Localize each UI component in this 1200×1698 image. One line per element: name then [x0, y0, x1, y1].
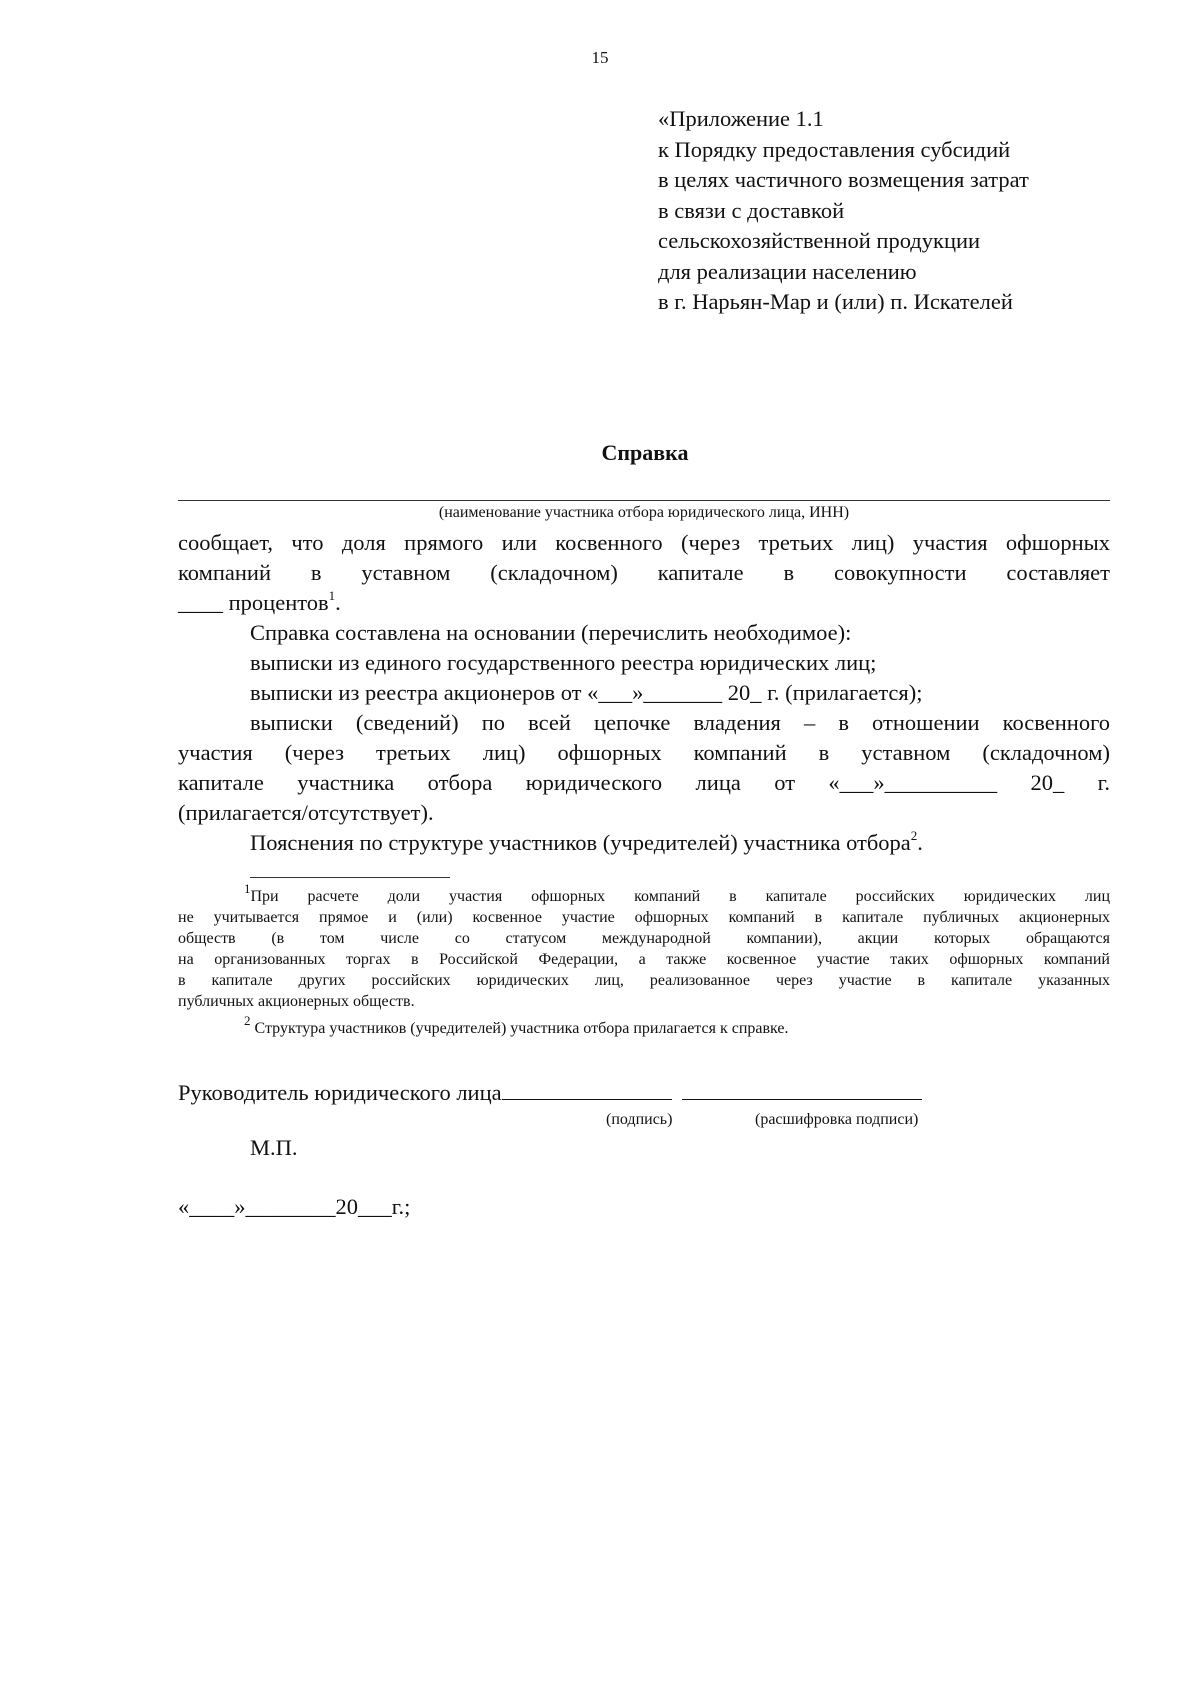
footnote-separator	[250, 877, 450, 878]
footnote-text: При расчете доли участия офшорных компаний в капитале российских юридических лиц	[250, 888, 1110, 905]
decoding-blank	[682, 1079, 922, 1100]
page-number: 15	[591, 48, 609, 67]
footnote-2	[244, 1012, 789, 1039]
appendix-line: к Порядку предоставления субсидий	[658, 136, 1011, 162]
footnote-1-line: на организованных торгах в Российской Федерации, а также косвенное участие таких офшорных компаний	[178, 951, 1110, 968]
stamp-place: М.П.	[250, 1135, 298, 1160]
percent-blank: ____	[178, 590, 223, 615]
head-label: Руководитель юридического лица	[178, 1080, 502, 1105]
appendix-line: «Приложение 1.1	[658, 106, 824, 131]
head-signature-line	[178, 1078, 922, 1108]
participant-name-line	[178, 500, 1110, 501]
appendix-line: для реализации населению	[658, 258, 917, 284]
basis-item-cont: участия (через третьих лиц) офшорных компаний в уставном (складочном)	[178, 740, 1110, 765]
participant-name-caption: (наименование участника отбора юридического лица, ИНН)	[438, 504, 850, 521]
body-line: компаний в уставном (складочном) капитале в совокупности составляет	[178, 560, 1110, 585]
footnote-mark: 2	[244, 1012, 251, 1028]
signature-blank	[502, 1079, 672, 1100]
appendix-line: в г. Нарьян-Мар и (или) п. Искателей	[658, 289, 1013, 314]
percent-label: процентов	[223, 590, 329, 615]
explanation-line	[250, 828, 923, 858]
decoding-caption: (расшифровка подписи)	[755, 1111, 919, 1128]
signature-caption: (подпись)	[606, 1111, 673, 1128]
footnote-1-line	[244, 880, 1110, 907]
body-line: сообщает, что доля прямого или косвенного (через третьих лиц) участия офшорных	[178, 530, 1110, 555]
period: .	[917, 830, 923, 855]
explanation-text: Пояснения по структуре участников (учредителей) участника отбора	[250, 830, 911, 855]
basis-item: выписки (сведений) по всей цепочке владения – в отношении косвенного	[250, 710, 1110, 735]
footnote-mark: 1	[244, 880, 251, 896]
basis-intro: Справка составлена на основании (перечислить необходимое):	[250, 620, 852, 645]
basis-item: выписки из реестра акционеров от «___»_______ 20_ г. (прилагается);	[250, 680, 923, 705]
date-line: «____»________20___г.;	[178, 1194, 411, 1219]
footnote-1-line: публичных акционерных обществ.	[178, 993, 415, 1010]
basis-item-cont: капитале участника отбора юридического лица от «___»__________ 20_ г.	[178, 770, 1110, 795]
footnote-ref-2: 2	[910, 827, 918, 843]
appendix-line: в связи с доставкой	[658, 197, 845, 223]
period: .	[335, 590, 341, 615]
appendix-header	[658, 104, 1029, 318]
footnote-ref-1: 1	[328, 587, 336, 603]
footnote-text: Структура участников (учредителей) участника отбора прилагается к справке.	[250, 1020, 789, 1037]
body-line-percent	[178, 588, 341, 618]
appendix-line: в целях частичного возмещения затрат	[658, 167, 1029, 192]
footnote-1-line: в капитале других российских юридических лиц, реализованное через участие в капитале указанных	[178, 972, 1110, 989]
footnote-1-line: обществ (в том числе со статусом международной компании), акции которых обращаются	[178, 930, 1110, 947]
footnote-1-line: не учитывается прямое и (или) косвенное участие офшорных компаний в капитале публичных акционерных	[178, 909, 1110, 926]
basis-item: выписки из единого государственного реестра юридических лиц;	[250, 650, 877, 675]
basis-item-cont: (прилагается/отсутствует).	[178, 800, 434, 825]
document-title: Справка	[601, 440, 689, 465]
appendix-line: сельскохозяйственной продукции	[658, 228, 981, 253]
